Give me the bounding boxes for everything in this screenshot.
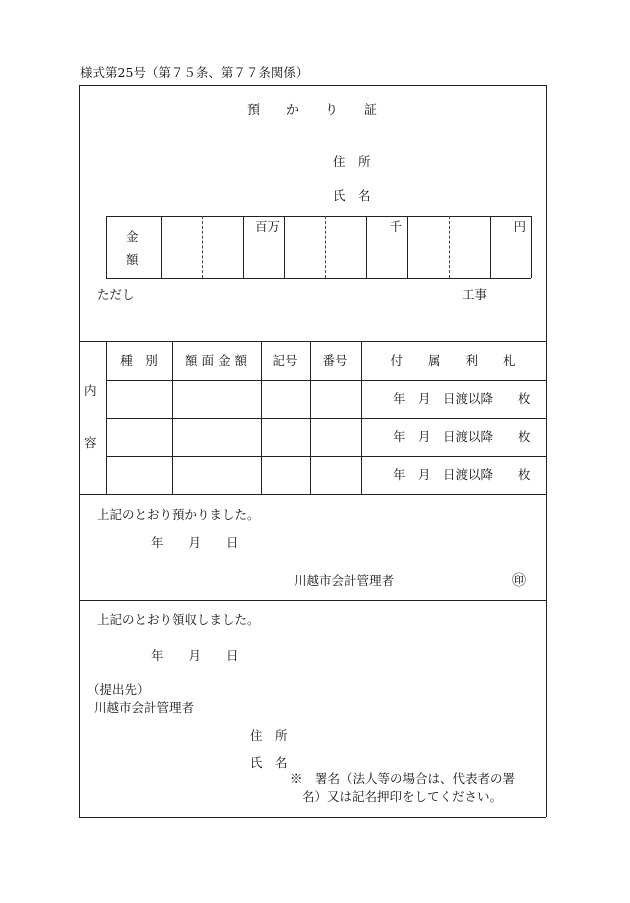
unit-million: 百万	[254, 219, 280, 234]
contents-side-label-bottom: 容	[84, 435, 97, 450]
seal-mark: ㊞	[512, 573, 526, 589]
deposit-date: 年 月 日	[151, 535, 239, 550]
column-face-value: 額 面 金 額	[185, 353, 247, 368]
unit-yen: 円	[513, 219, 526, 234]
section-divider	[79, 600, 546, 601]
receipt-date: 年 月 日	[151, 648, 239, 663]
certificate-title: 預 か り 証	[246, 103, 378, 118]
frame-top	[79, 85, 546, 86]
receipt-statement: 上記のとおり領収しました。	[97, 612, 260, 627]
depositor-address-label: 住 所	[333, 154, 371, 169]
contents-side-label-top: 内	[84, 383, 97, 398]
column-number: 番号	[322, 353, 348, 368]
coupon-row-1: 年 月 日渡以降 枚	[393, 391, 531, 406]
amount-label-top: 金	[126, 229, 139, 244]
depositor-name-label: 氏 名	[333, 188, 371, 203]
column-coupon: 付 属 利 札	[390, 353, 516, 368]
column-type: 種 別	[120, 353, 158, 368]
deposit-officer: 川越市会計管理者	[294, 573, 395, 588]
frame-bottom	[79, 817, 546, 818]
unit-thousand: 千	[389, 219, 402, 234]
receipt-address-label: 住 所	[250, 728, 288, 743]
submit-to-label: （提出先）	[87, 682, 150, 697]
coupon-row-3: 年 月 日渡以降 枚	[393, 467, 531, 482]
frame-right	[546, 85, 547, 817]
proviso-label: ただし	[97, 287, 135, 302]
construction-label: 工事	[462, 287, 488, 302]
form-number: 様式第25号（第７５条、第７７条関係）	[80, 65, 309, 80]
recipient-name: 川越市会計管理者	[94, 700, 195, 715]
column-symbol: 記号	[272, 353, 298, 368]
receipt-name-label: 氏 名	[250, 755, 288, 770]
signature-note-line1: ※ 署名（法人等の場合は、代表者の署	[290, 771, 516, 786]
signature-note-line2: 名）又は記名押印をしてください。	[302, 789, 503, 804]
frame-left	[79, 85, 80, 817]
deposit-statement: 上記のとおり預かりました。	[97, 507, 260, 522]
amount-label-bottom: 額	[126, 252, 139, 267]
coupon-row-2: 年 月 日渡以降 枚	[393, 429, 531, 444]
